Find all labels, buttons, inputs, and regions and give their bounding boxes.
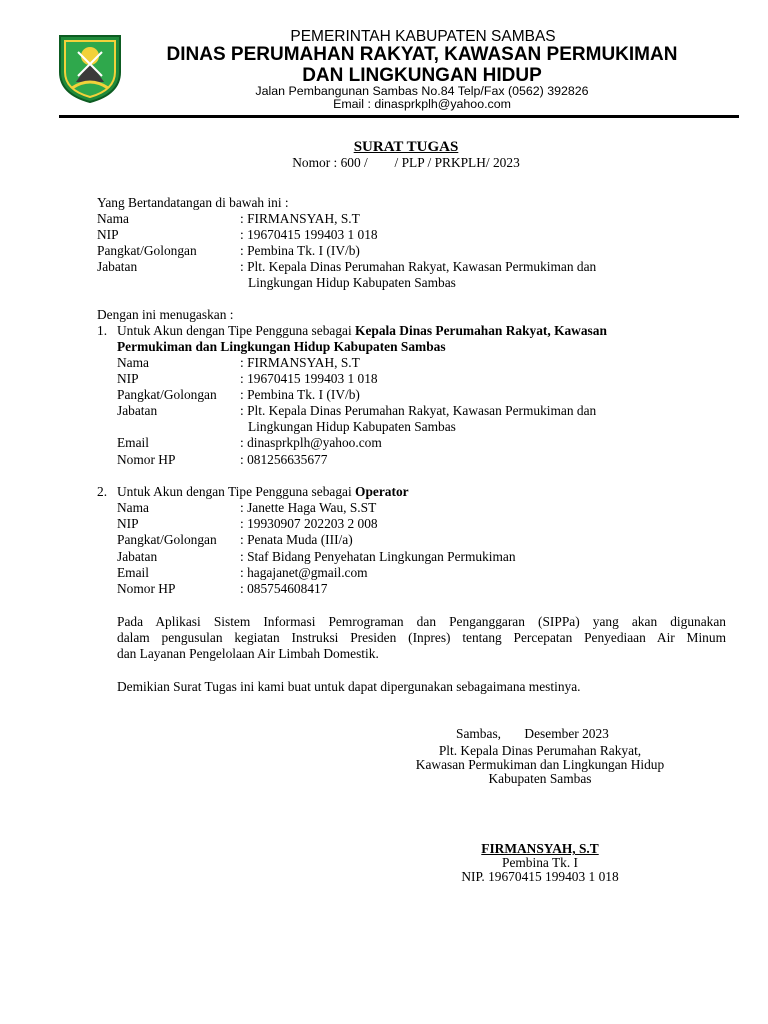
signatory-nama-value: : FIRMANSYAH, S.T [240,211,360,226]
item2-nama-label: Nama [117,500,149,515]
item2-email-label: Email [117,565,149,580]
signatory-name: FIRMANSYAH, S.T [481,841,599,856]
item1-email-label: Email [117,435,149,450]
item1-rank-label: Pangkat/Golongan [117,387,217,402]
signature-place-date: Sambas, Desember 2023 [456,726,609,741]
item1-nip-value: : 19670415 199403 1 018 [240,371,378,386]
item1-rank-value: : Pembina Tk. I (IV/b) [240,387,360,402]
item2-phone-value: : 085754608417 [240,581,328,596]
item1-role-line1: Kepala Dinas Perumahan Rakyat, Kawasan [355,323,607,338]
document-number: Nomor : 600 / / PLP / PRKPLH/ 2023 [292,155,520,170]
document-title: SURAT TUGAS [353,139,459,155]
signatory-rank-value: : Pembina Tk. I (IV/b) [240,243,360,258]
assignment-intro: Dengan ini menugaskan : [97,307,234,322]
item1-role-line2: Permukiman dan Lingkungan Hidup Kabupaten Sambas [117,339,446,354]
item2-text [117,484,409,500]
item1-number: 1. [97,323,108,338]
signatory-rank-label: Pangkat/Golongan [97,243,197,258]
signatory-nip: NIP. 19670415 199403 1 018 [461,869,619,884]
agency-logo-emblem [56,32,124,104]
item1-nip-label: NIP [117,371,139,386]
item2-role: Operator [355,484,409,499]
item1-jabatan-label: Jabatan [117,403,158,418]
item2-rank-label: Pangkat/Golongan [117,532,217,547]
item2-nip-value: : 19930907 202203 2 008 [240,516,378,531]
agency-email: Email : dinasprkplh@yahoo.com [333,97,511,111]
item2-text-pre: Untuk Akun dengan Tipe Pengguna sebagai [117,484,356,499]
item1-jabatan-value: : Plt. Kepala Dinas Perumahan Rakyat, Kawasan Permukiman dan [240,403,597,418]
signatory-jabatan-cont: Lingkungan Hidup Kabupaten Sambas [248,275,456,290]
signature-position-line3: Kabupaten Sambas [488,771,592,786]
item2-number: 2. [97,484,108,499]
signatory-rank: Pembina Tk. I [502,855,578,870]
signatory-nama-label: Nama [97,211,129,226]
signatory-jabatan-label: Jabatan [97,259,138,274]
signatory-intro: Yang Bertandatangan di bawah ini : [97,195,289,210]
item2-rank-value: : Penata Muda (III/a) [240,532,353,547]
item1-jabatan-cont: Lingkungan Hidup Kabupaten Sambas [248,419,456,434]
signatory-jabatan-value: : Plt. Kepala Dinas Perumahan Rakyat, Kawasan Permukiman dan [240,259,597,274]
government-name: PEMERINTAH KABUPATEN SAMBAS [290,28,556,45]
item1-nama-value: : FIRMANSYAH, S.T [240,355,360,370]
closing-statement: Demikian Surat Tugas ini kami buat untuk dapat dipergunakan sebagaimana mestinya. [117,679,581,694]
signature-position-line1: Plt. Kepala Dinas Perumahan Rakyat, [438,743,642,758]
item2-phone-label: Nomor HP [117,581,176,596]
item1-text-pre: Untuk Akun dengan Tipe Pengguna sebagai [117,323,356,338]
signature-position-line2: Kawasan Permukiman dan Lingkungan Hidup [415,757,665,772]
paragraph-line2: dalam pengusulan kegiatan Instruksi Presiden (Inpres) tentang Percepatan Penyediaan Air Minum [117,630,726,645]
signatory-nip-value: : 19670415 199403 1 018 [240,227,378,242]
item1-text-line1 [117,323,607,339]
paragraph-line3: dan Layanan Pengelolaan Air Limbah Domestik. [117,646,379,661]
agency-name-line1: DINAS PERUMAHAN RAKYAT, KAWASAN PERMUKIMAN [166,44,678,65]
item1-phone-value: : 081256635677 [240,452,328,467]
item2-nama-value: : Janette Haga Wau, S.ST [240,500,377,515]
agency-name-line2: DAN LINGKUNGAN HIDUP [302,65,542,86]
item2-nip-label: NIP [117,516,139,531]
paragraph-line1: Pada Aplikasi Sistem Informasi Pemrograman dan Penganggaran (SIPPa) yang akan digunakan [117,614,726,629]
signatory-nip-label: NIP [97,227,119,242]
item1-email-value: : dinasprkplh@yahoo.com [240,435,382,450]
item2-email-value: : hagajanet@gmail.com [240,565,368,580]
item2-jabatan-value: : Staf Bidang Penyehatan Lingkungan Permukiman [240,549,516,564]
item1-nama-label: Nama [117,355,149,370]
item1-phone-label: Nomor HP [117,452,176,467]
letterhead-divider [59,115,739,118]
item2-jabatan-label: Jabatan [117,549,158,564]
agency-address: Jalan Pembangunan Sambas No.84 Telp/Fax (0562) 392826 [255,84,589,98]
